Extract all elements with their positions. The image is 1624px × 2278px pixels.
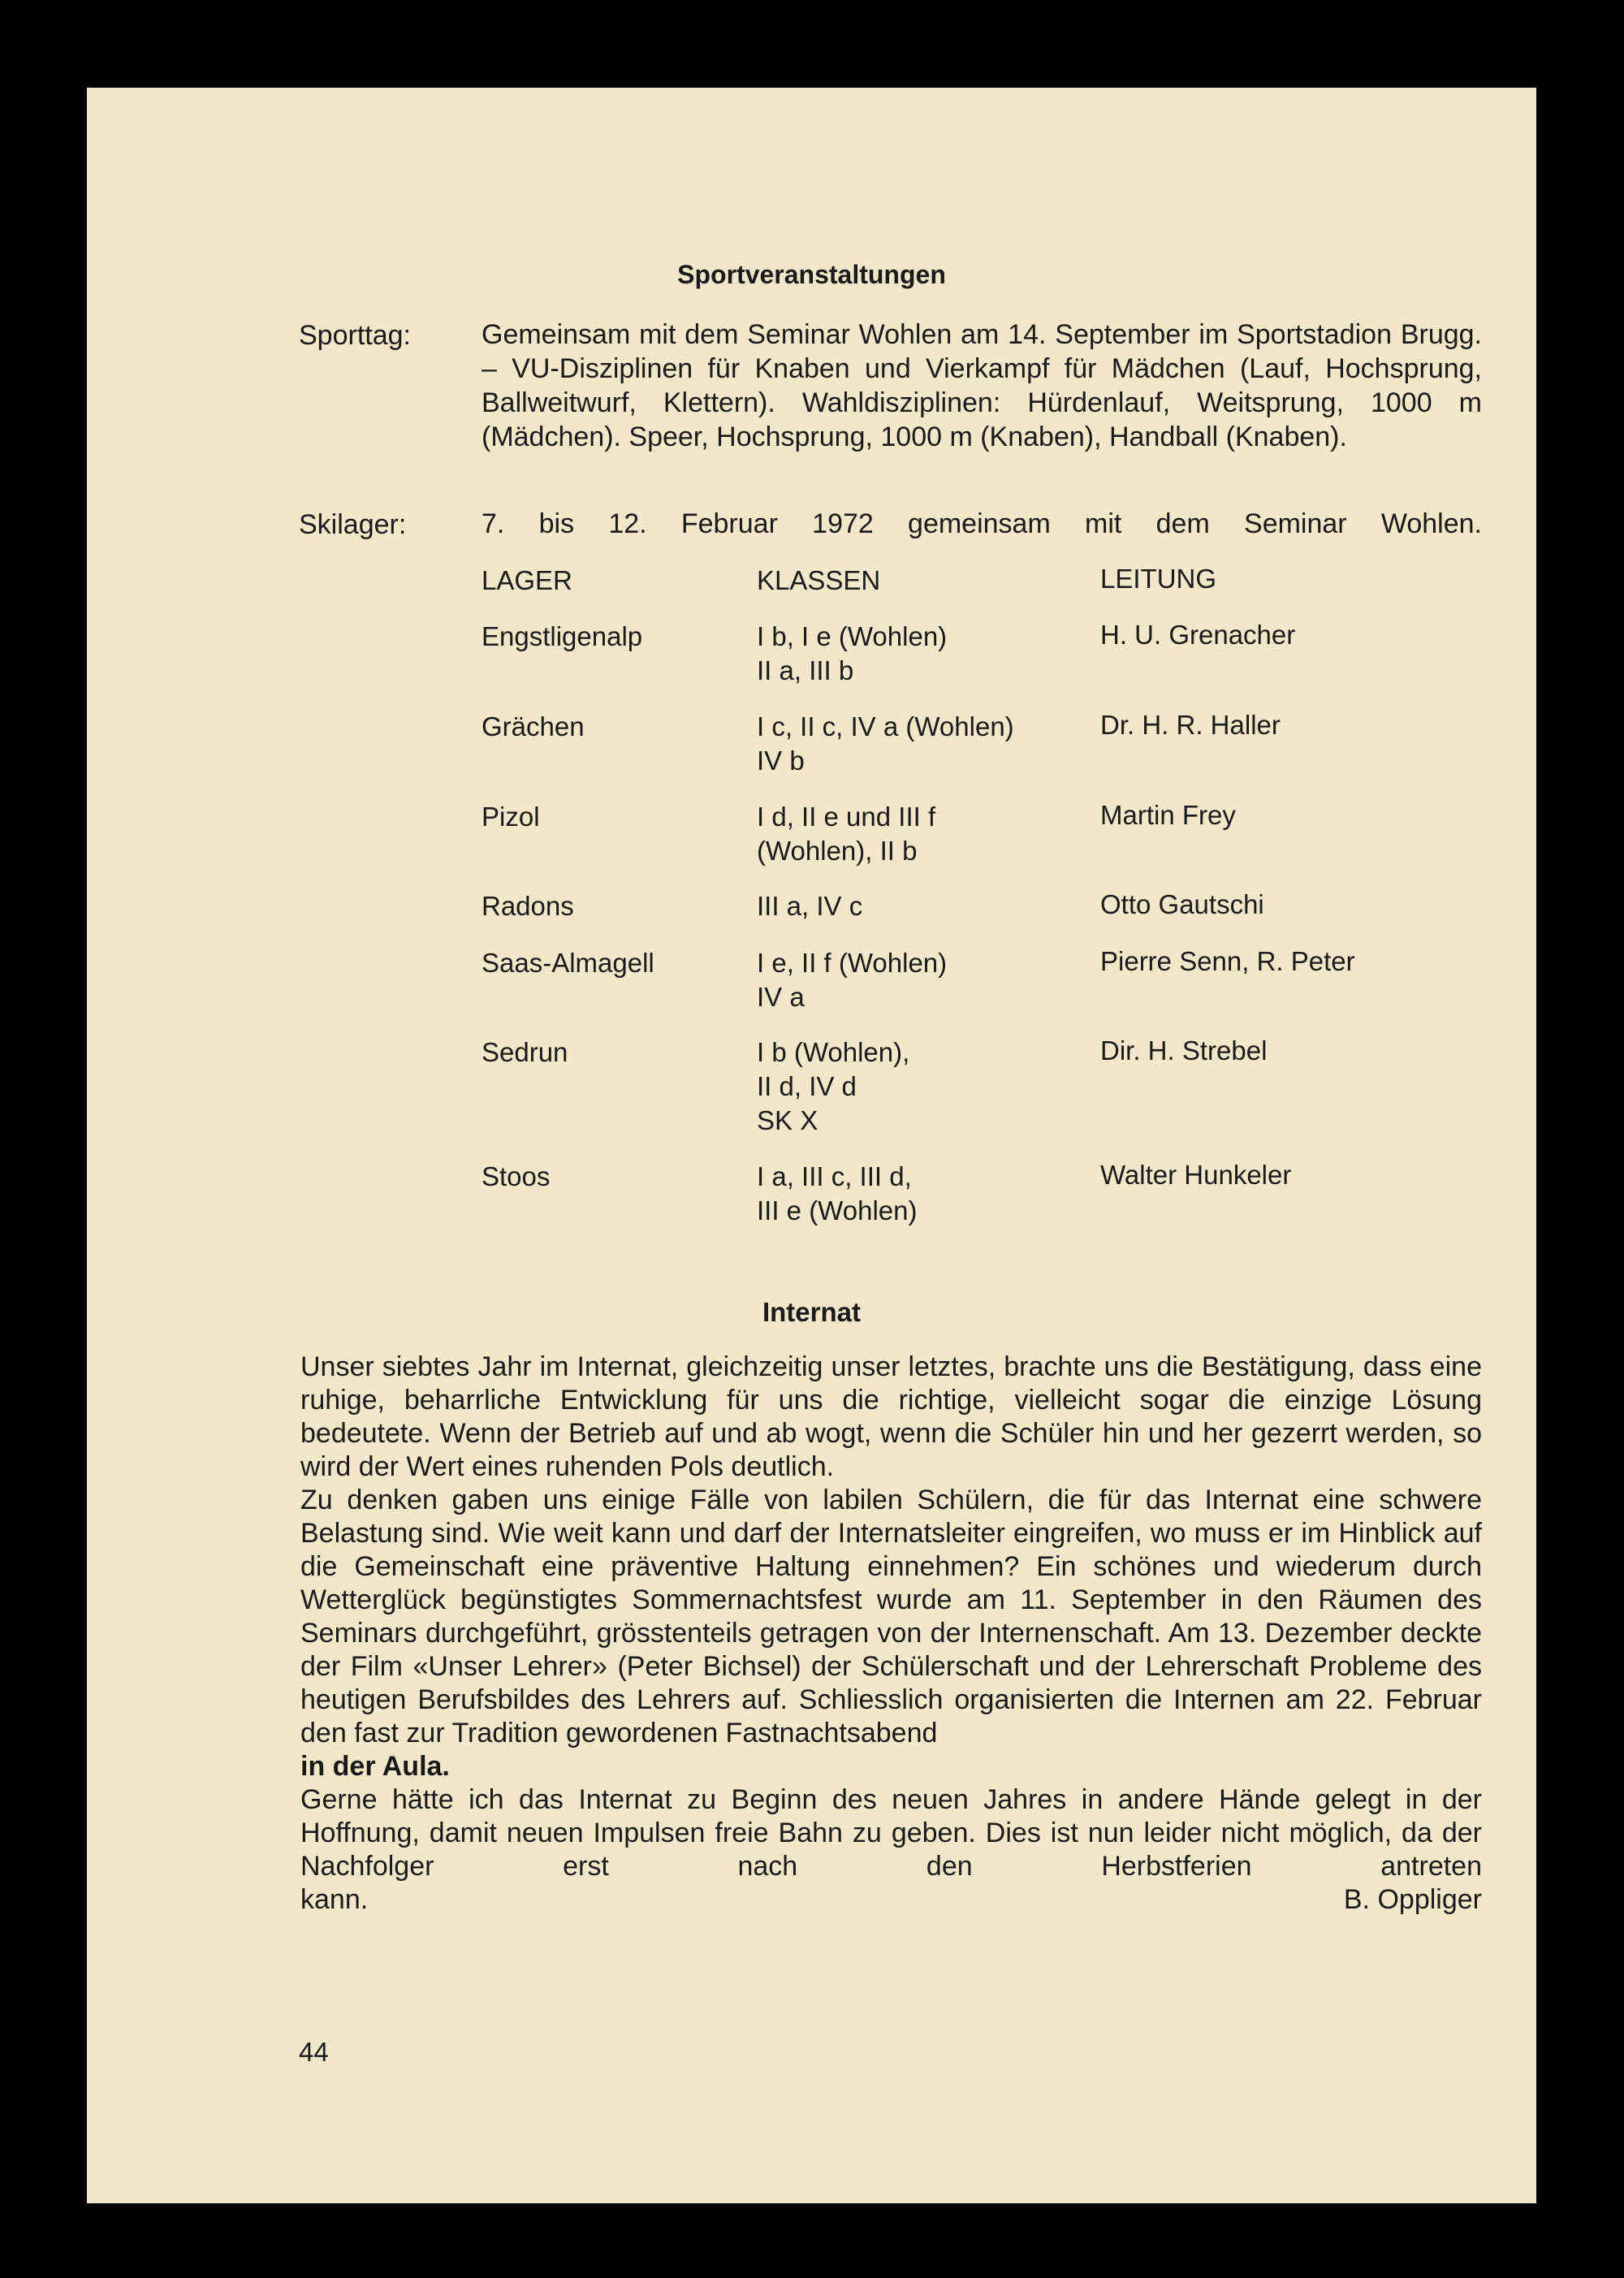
row-klassen: I a, III c, III d, III e (Wohlen) bbox=[757, 1161, 918, 1225]
row-klassen: I c, II c, IV a (Wohlen) IV b bbox=[757, 711, 1014, 776]
sporttag-text: Gemeinsam mit dem Seminar Wohlen am 14. September im Sportstadion Brugg. – VU-Disziplinen für Knaben und Vierkampf für Mädchen (Lauf, Hochsprung, Ballweitwurf, Klettern). Wahldisziplinen: Hürdenlauf, Weitsprung, 1000 m (Mädchen). Speer, Hochsprung, 1000 m (Knaben), Handball (Knaben). bbox=[482, 319, 1482, 452]
signature-line bbox=[300, 1883, 1482, 1917]
skilager-text: 7. bis 12. Februar 1972 gemeinsam mit dem Seminar Wohlen. bbox=[482, 508, 1482, 539]
row-leitung: Dr. H. R. Haller bbox=[1100, 710, 1281, 740]
row-klassen: I b (Wohlen), II d, IV d SK X bbox=[757, 1037, 910, 1135]
header-klassen: KLASSEN bbox=[757, 565, 881, 595]
row-leitung: Dir. H. Strebel bbox=[1100, 1035, 1268, 1066]
sport-heading: Sportveranstaltungen bbox=[677, 260, 946, 289]
internat-heading: Internat bbox=[762, 1297, 861, 1327]
row-leitung: Martin Frey bbox=[1100, 800, 1236, 830]
row-lager: Stoos bbox=[482, 1161, 551, 1191]
row-lager: Engstligenalp bbox=[482, 621, 643, 651]
row-klassen: III a, IV c bbox=[757, 891, 863, 921]
row-klassen: I b, I e (Wohlen) II a, III b bbox=[757, 621, 948, 685]
internat-paragraph-3-end: kann. bbox=[300, 1884, 369, 1915]
row-lager: Sedrun bbox=[482, 1037, 568, 1067]
page-number: 44 bbox=[299, 2037, 329, 2067]
row-leitung: Pierre Senn, R. Peter bbox=[1100, 946, 1355, 976]
row-leitung: Otto Gautschi bbox=[1100, 889, 1264, 919]
header-leitung: LEITUNG bbox=[1100, 564, 1217, 594]
signature: B. Oppliger bbox=[1343, 1884, 1482, 1915]
header-lager: LAGER bbox=[482, 565, 572, 595]
row-klassen: I d, II e und III f (Wohlen), II b bbox=[757, 802, 936, 866]
row-klassen: I e, II f (Wohlen) IV a bbox=[757, 948, 948, 1012]
internat-paragraph-1: Unser siebtes Jahr im Internat, gleichzeitig unser letztes, brachte uns die Bestätigung, dass eine ruhige, beharrliche Entwicklung für uns die richtige, vielleicht sogar die einzige Lösung bedeutete. Wenn der Betrieb auf und ab wogt, wenn die Schüler hin und her gezerrt werden, so wird der Wert eines ruhenden Pols deutlich. bbox=[300, 1351, 1482, 1482]
internat-body bbox=[300, 1351, 1482, 1917]
skilager-label: Skilager: bbox=[299, 509, 407, 540]
row-lager: Radons bbox=[482, 891, 574, 921]
internat-paragraph-2: Zu denken gaben uns einige Fälle von labilen Schülern, die für das Internat eine schwere Belastung sind. Wie weit kann und darf der Internatsleiter eingreifen, wo muss er im Hinblick auf die Gemeinschaft eine präventive Haltung einnehmen? Ein schönes und wiederum durch Wetterglück begünstigtes Sommernachtsfest wurde am 11. September in den Räumen des Seminars durchgeführt, grösstenteils getragen von der Internenschaft. Am 13. Dezember deckte der Film «Unser Lehrer» (Peter Bichsel) der Schülerschaft und der Lehrerschaft Probleme des heutigen Berufsbildes des Lehrers auf. Schliesslich organisierten die Internen am 22. Februar den fast zur Tradition gewordenen Fastnachtsabend in der Aula. bbox=[300, 1485, 1482, 1782]
row-lager: Grächen bbox=[482, 711, 585, 741]
row-leitung: Walter Hunkeler bbox=[1100, 1160, 1292, 1190]
document-page bbox=[87, 88, 1536, 2203]
internat-paragraph-3: Gerne hätte ich das Internat zu Beginn des neuen Jahres in andere Hände gelegt in der Hoffnung, damit neuen Impulsen freie Bahn zu geben. Dies ist nun leider nicht möglich, da der Nachfolger erst nach den Herbstferien antreten bbox=[300, 1784, 1482, 1882]
row-leitung: H. U. Grenacher bbox=[1100, 620, 1296, 650]
row-lager: Pizol bbox=[482, 802, 540, 832]
row-lager: Saas-Almagell bbox=[482, 948, 654, 978]
internat-bold-text: in der Aula. bbox=[300, 1751, 450, 1782]
sporttag-label: Sporttag: bbox=[299, 320, 411, 351]
